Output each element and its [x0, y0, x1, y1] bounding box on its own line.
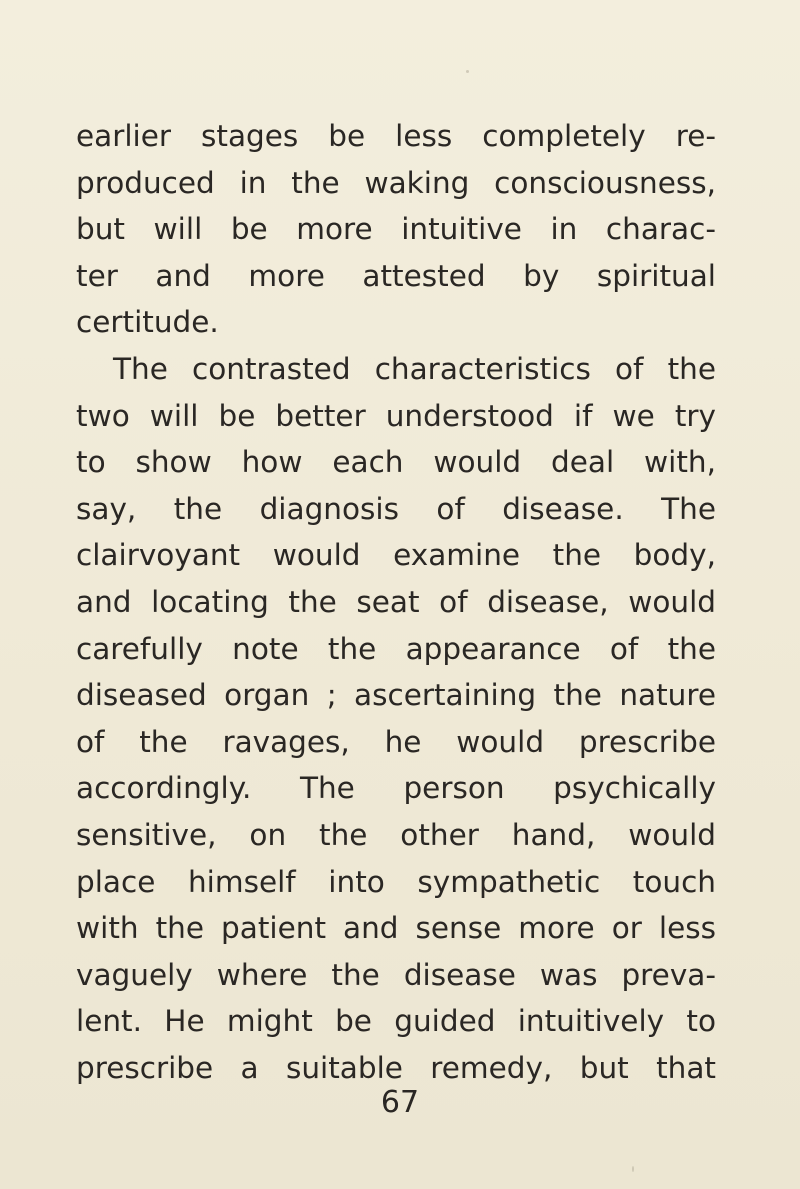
- text-line: diseased organ ; ascertaining the nature: [76, 678, 716, 713]
- text-line: with the patient and sense more or less: [76, 911, 716, 946]
- text-line: to show how each would deal with,: [76, 445, 716, 480]
- text-line: earlier stages be less completely re-: [76, 119, 716, 153]
- paper-speck: [466, 70, 469, 73]
- text-line: prescribe a suitable remedy, but that: [76, 1050, 716, 1085]
- text-line: produced in the waking consciousness,: [76, 165, 716, 200]
- text-line: The contrasted characteristics of the: [113, 351, 716, 386]
- text-line: vaguely where the disease was preva-: [76, 957, 716, 992]
- paper-speck: [632, 1166, 634, 1172]
- text-line: two will be better understood if we try: [76, 398, 716, 433]
- text-line: and locating the seat of disease, would: [76, 584, 716, 619]
- text-line: place himself into sympathetic touch: [76, 864, 716, 899]
- text-line: say, the diagnosis of disease. The: [76, 491, 716, 526]
- body-text: [76, 113, 716, 1091]
- text-line: carefully note the appearance of the: [76, 631, 716, 666]
- text-line: lent. He might be guided intuitively to: [76, 1004, 716, 1039]
- text-line: clairvoyant would examine the body,: [76, 538, 716, 573]
- text-line: sensitive, on the other hand, would: [76, 817, 716, 852]
- page-number: 67: [380, 1085, 420, 1120]
- text-line: but will be more intuitive in charac-: [76, 212, 716, 247]
- text-line: certitude.: [76, 305, 219, 340]
- text-line: ter and more attested by spiritual: [76, 258, 716, 293]
- text-line: accordingly. The person psychically: [76, 771, 716, 806]
- text-line: of the ravages, he would prescribe: [76, 724, 716, 759]
